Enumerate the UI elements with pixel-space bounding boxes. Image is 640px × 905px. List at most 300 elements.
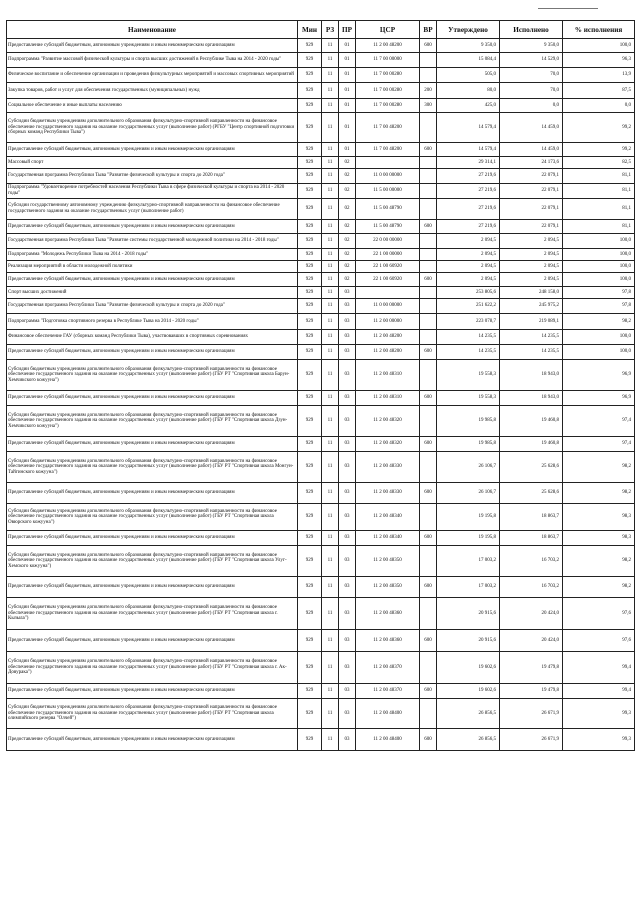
- cell-executed: 14 235,5: [500, 330, 563, 345]
- cell-percent: 81,1: [563, 199, 635, 220]
- cell-min: 929: [298, 531, 322, 546]
- cell-rz: 11: [322, 360, 339, 391]
- cell-executed: 70,0: [500, 83, 563, 99]
- cell-pr: 03: [339, 577, 356, 598]
- cell-executed: 16 703,2: [500, 546, 563, 577]
- cell-percent: 96,3: [563, 53, 635, 68]
- cell-rz: 11: [322, 68, 339, 83]
- cell-rz: 11: [322, 299, 339, 314]
- cell-min: 929: [298, 406, 322, 437]
- table-row: [7, 83, 635, 99]
- cell-pr: 02: [339, 157, 356, 169]
- cell-name: Предоставление субсидий бюджетным, автономным учреждениям и иным некоммерческим организациям: [7, 437, 298, 452]
- cell-rz: 11: [322, 99, 339, 113]
- cell-vr: [420, 406, 437, 437]
- table-row: [7, 273, 635, 287]
- cell-min: 929: [298, 360, 322, 391]
- cell-rz: 11: [322, 261, 339, 273]
- cell-name: Предоставление субсидий бюджетным, автономным учреждениям и иным некоммерческим организациям: [7, 345, 298, 360]
- cell-percent: 100,0: [563, 261, 635, 273]
- cell-percent: 87,5: [563, 83, 635, 99]
- cell-approved: 27 219,6: [437, 169, 500, 184]
- cell-rz: 11: [322, 184, 339, 199]
- cell-name: Субсидии бюджетным учреждениям дополнительного образования физкультурно-спортивной направленности на финансовое обеспечение государственного задания на оказание государственных услуг (выполнение работ) (ГБУ РТ "Спортивная школа Барун-Хемчикского кожууна"): [7, 360, 298, 391]
- cell-percent: 81,1: [563, 220, 635, 234]
- cell-percent: 99,2: [563, 113, 635, 143]
- cell-rz: 11: [322, 113, 339, 143]
- cell-min: 929: [298, 699, 322, 729]
- cell-executed: 19 479,8: [500, 684, 563, 699]
- cell-csr: 11 2 00 48310: [356, 391, 420, 406]
- cell-min: 929: [298, 249, 322, 261]
- cell-vr: 600: [420, 483, 437, 504]
- cell-vr: 600: [420, 437, 437, 452]
- cell-rz: 11: [322, 452, 339, 483]
- cell-name: Предоставление субсидий бюджетным, автономным учреждениям и иным некоммерческим организациям: [7, 483, 298, 504]
- cell-approved: 26 856,5: [437, 699, 500, 729]
- cell-vr: 600: [420, 531, 437, 546]
- table-row: [7, 330, 635, 345]
- cell-executed: 18 943,0: [500, 391, 563, 406]
- cell-pr: 01: [339, 68, 356, 83]
- cell-min: 929: [298, 68, 322, 83]
- cell-rz: 11: [322, 220, 339, 234]
- cell-approved: 26 106,7: [437, 452, 500, 483]
- header-executed: Исполнено: [500, 21, 563, 39]
- cell-rz: 11: [322, 330, 339, 345]
- cell-vr: 600: [420, 39, 437, 53]
- cell-csr: 11 2 00 48370: [356, 684, 420, 699]
- cell-executed: 25 628,6: [500, 452, 563, 483]
- cell-executed: 0,0: [500, 99, 563, 113]
- cell-name: Закупка товаров, работ и услуг для обеспечения государственных (муниципальных) нужд: [7, 83, 298, 99]
- cell-approved: 26 106,7: [437, 483, 500, 504]
- cell-pr: 03: [339, 391, 356, 406]
- cell-min: 929: [298, 598, 322, 630]
- cell-percent: 100,0: [563, 39, 635, 53]
- cell-executed: 19 460,8: [500, 437, 563, 452]
- cell-csr: 11 2 00 48330: [356, 452, 420, 483]
- cell-approved: 20 915,6: [437, 630, 500, 652]
- header-vr: ВР: [420, 21, 437, 39]
- cell-rz: 11: [322, 314, 339, 330]
- cell-name: Субсидии бюджетным учреждениям дополнительного образования физкультурно-спортивной направленности на финансовое обеспечение государственного задания на оказание государственных услуг (выполнение работ) (ГБУ РТ "Спортивная школа Монгун-Тайгинского кожууна"): [7, 452, 298, 483]
- cell-name: Подпрограмма "Подготовка спортивного резерва в Республике Тыва на 2014 - 2020 годы": [7, 314, 298, 330]
- cell-min: 929: [298, 287, 322, 299]
- cell-rz: 11: [322, 504, 339, 531]
- cell-executed: 25 628,6: [500, 483, 563, 504]
- cell-percent: 97,4: [563, 406, 635, 437]
- cell-executed: 16 703,2: [500, 577, 563, 598]
- cell-approved: 19 985,8: [437, 437, 500, 452]
- table-row: [7, 729, 635, 751]
- cell-percent: 99,4: [563, 652, 635, 684]
- cell-approved: 80,0: [437, 83, 500, 99]
- cell-vr: [420, 261, 437, 273]
- cell-csr: 11 2 00 48400: [356, 699, 420, 729]
- cell-csr: 22 1 00 60920: [356, 261, 420, 273]
- cell-executed: 20 424,0: [500, 598, 563, 630]
- cell-min: 929: [298, 437, 322, 452]
- cell-vr: [420, 234, 437, 249]
- table-row: [7, 598, 635, 630]
- cell-csr: 11 2 00 48400: [356, 729, 420, 751]
- table-row: [7, 630, 635, 652]
- cell-rz: 11: [322, 39, 339, 53]
- table-row: [7, 652, 635, 684]
- cell-name: Субсидии бюджетным учреждениям дополнительного образования физкультурно-спортивной направленности на финансовое обеспечение государственного задания на оказание государственных услуг (выполнение работ) (ГБУ РТ "Спортивная школа г. Ак-Довурака"): [7, 652, 298, 684]
- cell-name: Физическое воспитание и обеспечение организации и проведения физкультурных мероприятий и массовых спортивных мероприятий: [7, 68, 298, 83]
- cell-approved: 27 219,6: [437, 199, 500, 220]
- cell-rz: 11: [322, 577, 339, 598]
- table-row: [7, 143, 635, 157]
- cell-percent: 97,6: [563, 598, 635, 630]
- table-row: [7, 314, 635, 330]
- cell-name: Предоставление субсидий бюджетным, автономным учреждениям и иным некоммерческим организациям: [7, 39, 298, 53]
- cell-percent: 98,2: [563, 577, 635, 598]
- cell-rz: 11: [322, 169, 339, 184]
- cell-pr: 02: [339, 261, 356, 273]
- table-row: [7, 39, 635, 53]
- cell-min: 929: [298, 345, 322, 360]
- table-row: [7, 157, 635, 169]
- cell-min: 929: [298, 234, 322, 249]
- cell-approved: 2 094,5: [437, 261, 500, 273]
- cell-executed: 22 079,1: [500, 220, 563, 234]
- table-row: [7, 99, 635, 113]
- cell-csr: 11 7 00 00000: [356, 53, 420, 68]
- header-csr: ЦСР: [356, 21, 420, 39]
- cell-percent: 0,0: [563, 99, 635, 113]
- cell-vr: 600: [420, 220, 437, 234]
- cell-executed: 14 459,0: [500, 113, 563, 143]
- cell-pr: 03: [339, 652, 356, 684]
- cell-pr: 02: [339, 273, 356, 287]
- table-row: [7, 546, 635, 577]
- table-row: [7, 287, 635, 299]
- cell-pr: 03: [339, 546, 356, 577]
- cell-rz: 11: [322, 630, 339, 652]
- cell-name: Субсидии бюджетным учреждениям дополнительного образования физкультурно-спортивной направленности на финансовое обеспечение государственного задания на оказание государственных услуг (выполнение работ) (ГБУ РТ "Спортивная школа г. Кызыла"): [7, 598, 298, 630]
- cell-csr: 11 7 00 00280: [356, 83, 420, 99]
- cell-name: Предоставление субсидий бюджетным, автономным учреждениям и иным некоммерческим организациям: [7, 531, 298, 546]
- cell-csr: 11 2 00 48360: [356, 630, 420, 652]
- cell-csr: 11 5 00 48790: [356, 199, 420, 220]
- cell-csr: [356, 287, 420, 299]
- cell-min: 929: [298, 99, 322, 113]
- cell-executed: 19 460,8: [500, 406, 563, 437]
- cell-vr: 600: [420, 577, 437, 598]
- cell-percent: 98,2: [563, 452, 635, 483]
- cell-pr: 03: [339, 299, 356, 314]
- cell-approved: 15 084,4: [437, 53, 500, 68]
- cell-pr: 03: [339, 360, 356, 391]
- cell-vr: [420, 157, 437, 169]
- cell-pr: 03: [339, 504, 356, 531]
- cell-percent: 100,0: [563, 330, 635, 345]
- table-row: [7, 184, 635, 199]
- cell-pr: 03: [339, 314, 356, 330]
- cell-percent: 100,0: [563, 345, 635, 360]
- cell-approved: 29 314,1: [437, 157, 500, 169]
- cell-csr: 11 7 00 00280: [356, 99, 420, 113]
- cell-pr: 03: [339, 406, 356, 437]
- cell-csr: 11 0 00 00000: [356, 169, 420, 184]
- table-row: [7, 199, 635, 220]
- cell-percent: 81,1: [563, 169, 635, 184]
- cell-executed: 18 863,7: [500, 531, 563, 546]
- cell-percent: 96,9: [563, 391, 635, 406]
- cell-min: 929: [298, 143, 322, 157]
- cell-min: 929: [298, 483, 322, 504]
- cell-vr: 200: [420, 83, 437, 99]
- cell-percent: 97,6: [563, 630, 635, 652]
- cell-name: Массовый спорт: [7, 157, 298, 169]
- cell-percent: 98,2: [563, 314, 635, 330]
- cell-pr: 03: [339, 345, 356, 360]
- cell-pr: 03: [339, 452, 356, 483]
- cell-percent: 98,3: [563, 531, 635, 546]
- cell-pr: 03: [339, 330, 356, 345]
- cell-executed: 219 089,1: [500, 314, 563, 330]
- budget-execution-table: [6, 20, 635, 751]
- cell-vr: 600: [420, 729, 437, 751]
- cell-name: Субсидии бюджетным учреждениям дополнительного образования физкультурно-спортивной направленности на финансовое обеспечение государственного задания на оказание государственных услуг (выполнение работ) (ГБУ РТ "Спортивная школа Улуг-Хемского кожууна"): [7, 546, 298, 577]
- cell-vr: 600: [420, 345, 437, 360]
- cell-csr: 11 2 00 48370: [356, 652, 420, 684]
- cell-vr: [420, 652, 437, 684]
- top-rule: [538, 8, 598, 9]
- cell-rz: 11: [322, 684, 339, 699]
- cell-name: Субсидии бюджетным учреждениям дополнительного образования физкультурно-спортивной направленности на финансовое обеспечение государственного задания на оказание государственных услуг (выполнение работ) (ГБУ РТ "Спортивная школа Овюрского кожууна"): [7, 504, 298, 531]
- cell-rz: 11: [322, 234, 339, 249]
- cell-rz: 11: [322, 143, 339, 157]
- cell-min: 929: [298, 220, 322, 234]
- cell-percent: 81,1: [563, 184, 635, 199]
- cell-min: 929: [298, 452, 322, 483]
- cell-rz: 11: [322, 406, 339, 437]
- table-row: [7, 360, 635, 391]
- cell-rz: 11: [322, 249, 339, 261]
- cell-vr: 600: [420, 273, 437, 287]
- header-percent: % исполнения: [563, 21, 635, 39]
- cell-csr: 11 2 00 48320: [356, 437, 420, 452]
- table-row: [7, 234, 635, 249]
- cell-min: 929: [298, 314, 322, 330]
- cell-min: 929: [298, 113, 322, 143]
- table-row: [7, 391, 635, 406]
- cell-csr: 22 1 00 00000: [356, 249, 420, 261]
- cell-pr: 02: [339, 249, 356, 261]
- cell-executed: 14 459,0: [500, 143, 563, 157]
- cell-vr: [420, 249, 437, 261]
- cell-approved: 9 350,0: [437, 39, 500, 53]
- cell-name: Предоставление субсидий бюджетным, автономным учреждениям и иным некоммерческим организациям: [7, 630, 298, 652]
- cell-executed: 70,0: [500, 68, 563, 83]
- cell-name: Предоставление субсидий бюджетным, автономным учреждениям и иным некоммерческим организациям: [7, 391, 298, 406]
- cell-percent: 100,0: [563, 234, 635, 249]
- cell-vr: 600: [420, 391, 437, 406]
- cell-percent: 13,9: [563, 68, 635, 83]
- cell-executed: 248 158,0: [500, 287, 563, 299]
- cell-vr: [420, 314, 437, 330]
- cell-rz: 11: [322, 391, 339, 406]
- cell-name: Подпрограмма "Развитие массовой физической культуры и спорта высших достижений в Республике Тыва на 2014 - 2020 годы": [7, 53, 298, 68]
- cell-pr: 03: [339, 598, 356, 630]
- cell-csr: 22 0 00 00000: [356, 234, 420, 249]
- cell-name: Предоставление субсидий бюджетным, автономным учреждениям и иным некоммерческим организациям: [7, 220, 298, 234]
- cell-csr: 11 2 00 48360: [356, 598, 420, 630]
- cell-csr: 11 2 00 48200: [356, 345, 420, 360]
- cell-approved: 505,0: [437, 68, 500, 83]
- cell-min: 929: [298, 273, 322, 287]
- cell-rz: 11: [322, 53, 339, 68]
- table-body: [7, 39, 635, 751]
- table-row: [7, 452, 635, 483]
- table-row: [7, 68, 635, 83]
- cell-min: 929: [298, 83, 322, 99]
- cell-csr: 11 7 00 00280: [356, 68, 420, 83]
- cell-vr: 600: [420, 684, 437, 699]
- cell-min: 929: [298, 39, 322, 53]
- cell-approved: 27 219,6: [437, 184, 500, 199]
- cell-name: Подпрограмма "Удовлетворение потребностей населения Республики Тыва в сфере физической культуры и спорта на 2014 - 2020 годы": [7, 184, 298, 199]
- table-row: [7, 220, 635, 234]
- cell-approved: 14 579,4: [437, 113, 500, 143]
- header-approved: Утверждено: [437, 21, 500, 39]
- cell-name: Подпрограмма "Молодежь Республики Тыва на 2014 - 2018 годы": [7, 249, 298, 261]
- cell-min: 929: [298, 157, 322, 169]
- cell-min: 929: [298, 261, 322, 273]
- cell-csr: 11 2 00 48320: [356, 406, 420, 437]
- cell-executed: 2 094,5: [500, 234, 563, 249]
- cell-executed: 20 424,0: [500, 630, 563, 652]
- cell-csr: 11 7 00 48200: [356, 113, 420, 143]
- cell-pr: 03: [339, 483, 356, 504]
- cell-approved: 19 558,3: [437, 360, 500, 391]
- cell-percent: 98,3: [563, 504, 635, 531]
- cell-executed: 14 529,0: [500, 53, 563, 68]
- cell-rz: 11: [322, 437, 339, 452]
- table-row: [7, 577, 635, 598]
- cell-min: 929: [298, 299, 322, 314]
- cell-pr: 01: [339, 113, 356, 143]
- cell-pr: 03: [339, 699, 356, 729]
- cell-percent: 98,2: [563, 483, 635, 504]
- cell-rz: 11: [322, 345, 339, 360]
- cell-rz: 11: [322, 157, 339, 169]
- cell-pr: 02: [339, 169, 356, 184]
- cell-name: Государственная программа Республики Тыва "Развитие системы государственной молодежной политики на 2014 - 2018 годы": [7, 234, 298, 249]
- cell-percent: 82,5: [563, 157, 635, 169]
- cell-vr: [420, 287, 437, 299]
- cell-csr: 11 2 00 48330: [356, 483, 420, 504]
- cell-approved: 19 602,6: [437, 652, 500, 684]
- cell-min: 929: [298, 330, 322, 345]
- cell-approved: 2 094,5: [437, 273, 500, 287]
- cell-approved: 20 915,6: [437, 598, 500, 630]
- cell-vr: [420, 330, 437, 345]
- cell-pr: 03: [339, 684, 356, 699]
- cell-pr: 03: [339, 630, 356, 652]
- header-rz: РЗ: [322, 21, 339, 39]
- cell-percent: 98,2: [563, 546, 635, 577]
- cell-pr: 01: [339, 99, 356, 113]
- cell-pr: 02: [339, 220, 356, 234]
- cell-csr: 11 2 00 48350: [356, 546, 420, 577]
- cell-rz: 11: [322, 546, 339, 577]
- cell-approved: 17 003,2: [437, 546, 500, 577]
- cell-name: Государственная программа Республики Тыва "Развитие физической культуры и спорта до 2020 года": [7, 169, 298, 184]
- budget-table-page: [6, 20, 634, 751]
- cell-executed: 19 479,8: [500, 652, 563, 684]
- cell-executed: 2 094,5: [500, 249, 563, 261]
- cell-executed: 22 079,1: [500, 199, 563, 220]
- cell-min: 929: [298, 546, 322, 577]
- table-row: [7, 249, 635, 261]
- cell-name: Субсидии бюджетным учреждениям дополнительного образования физкультурно-спортивной направленности на финансовое обеспечение государственного задания на оказание государственных услуг (выполнение работ) (ГБУ РТ "Спортивная школа Дзун-Хемчикского кожууна"): [7, 406, 298, 437]
- cell-csr: 11 2 00 48200: [356, 39, 420, 53]
- cell-executed: 18 863,7: [500, 504, 563, 531]
- cell-name: Субсидии бюджетным учреждениям дополнительного образования физкультурно-спортивной направленности на финансовое обеспечение государственного задания на оказание государственных услуг (выполнение работ) (РГБУ "Центр спортивной подготовки сборных команд Республики Тыва"): [7, 113, 298, 143]
- cell-csr: 11 2 00 48200: [356, 330, 420, 345]
- cell-pr: 01: [339, 83, 356, 99]
- cell-percent: 97,8: [563, 287, 635, 299]
- cell-percent: 99,3: [563, 729, 635, 751]
- cell-approved: 19 195,8: [437, 531, 500, 546]
- cell-name: Предоставление субсидий бюджетным, автономным учреждениям и иным некоммерческим организациям: [7, 684, 298, 699]
- cell-percent: 99,3: [563, 699, 635, 729]
- cell-approved: 14 579,4: [437, 143, 500, 157]
- cell-name: Субсидии бюджетным учреждениям дополнительного образования физкультурно-спортивной направленности на финансовое обеспечение государственного задания на оказание государственных услуг (выполнение работ) (ГБУ РТ "Спортивная школа олимпийского резерва "Олчей"): [7, 699, 298, 729]
- cell-min: 929: [298, 684, 322, 699]
- cell-executed: 24 173,6: [500, 157, 563, 169]
- cell-vr: [420, 113, 437, 143]
- cell-csr: 11 2 00 48340: [356, 504, 420, 531]
- cell-name: Государственная программа Республики Тыва "Развитие физической культуры и спорта до 2020 года": [7, 299, 298, 314]
- cell-percent: 100,0: [563, 273, 635, 287]
- cell-name: Реализация мероприятий в области молодежной политики: [7, 261, 298, 273]
- cell-approved: 19 602,6: [437, 684, 500, 699]
- cell-csr: 11 2 00 48350: [356, 577, 420, 598]
- cell-rz: 11: [322, 652, 339, 684]
- cell-vr: [420, 169, 437, 184]
- cell-pr: 03: [339, 287, 356, 299]
- cell-rz: 11: [322, 483, 339, 504]
- table-row: [7, 261, 635, 273]
- cell-rz: 11: [322, 199, 339, 220]
- table-row: [7, 345, 635, 360]
- cell-executed: 18 943,0: [500, 360, 563, 391]
- cell-executed: 26 671,9: [500, 729, 563, 751]
- cell-name: Предоставление субсидий бюджетным, автономным учреждениям и иным некоммерческим организациям: [7, 577, 298, 598]
- cell-name: Социальное обеспечение и иные выплаты населению: [7, 99, 298, 113]
- cell-pr: 03: [339, 437, 356, 452]
- cell-approved: 223 078,7: [437, 314, 500, 330]
- cell-rz: 11: [322, 699, 339, 729]
- cell-vr: [420, 598, 437, 630]
- cell-pr: 02: [339, 234, 356, 249]
- table-row: [7, 53, 635, 68]
- cell-approved: 2 094,5: [437, 234, 500, 249]
- cell-executed: 26 671,9: [500, 699, 563, 729]
- cell-name: Предоставление субсидий бюджетным, автономным учреждениям и иным некоммерческим организациям: [7, 729, 298, 751]
- cell-vr: 600: [420, 630, 437, 652]
- cell-pr: 01: [339, 39, 356, 53]
- cell-approved: 425,0: [437, 99, 500, 113]
- cell-csr: 11 0 00 00000: [356, 299, 420, 314]
- table-row: [7, 483, 635, 504]
